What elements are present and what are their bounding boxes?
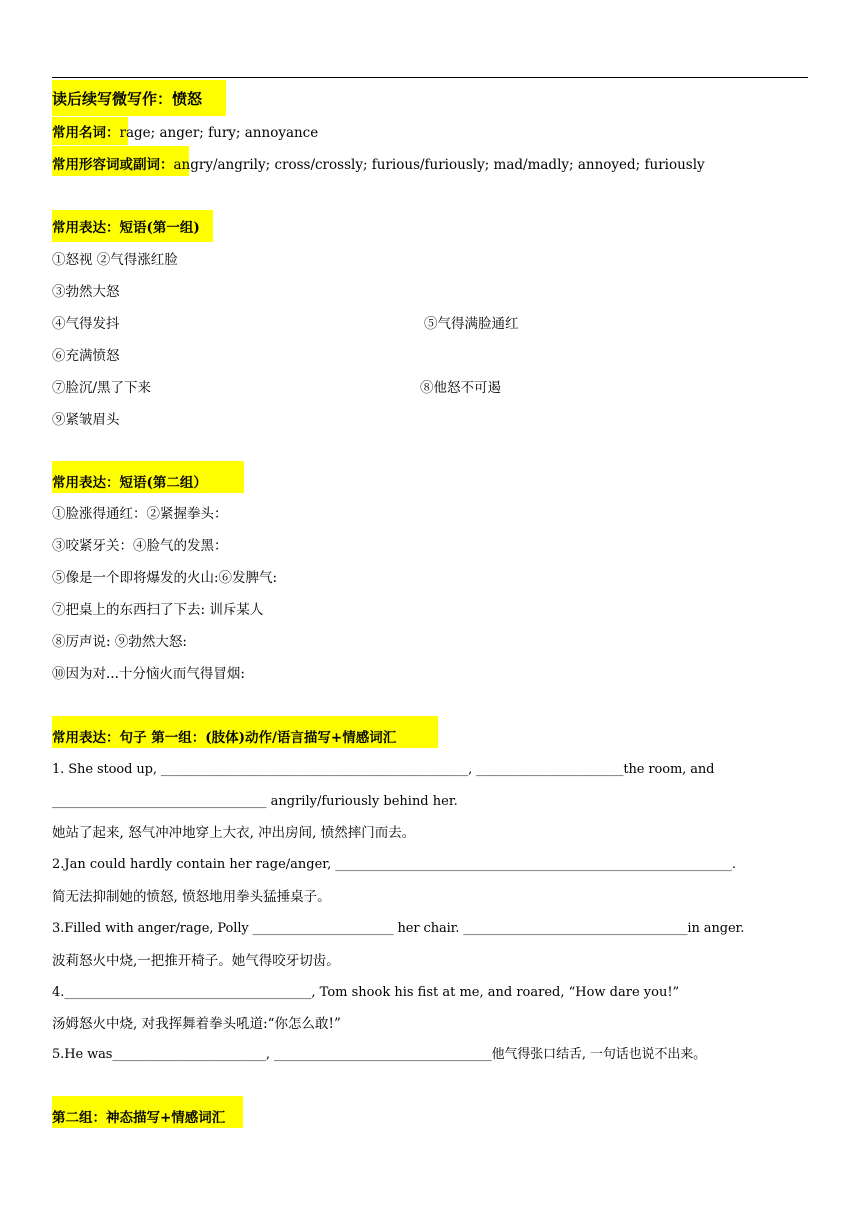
group1-line-6: ⑨紧皱眉头 [52,412,120,428]
adjs-line [52,156,705,174]
sentence-3a: 3.Filled with anger/rage, Polly ______________________ her chair. ___________________________________in anger. [52,921,745,936]
sentence-4a: 4.______________________________________, Tom shook his fist at me, and roared, “How dare you!” [52,985,680,1000]
group1-heading: 常用表达：短语(第一组) [52,220,200,236]
nouns-label: 常用名词： [52,125,120,141]
group2-line-2: ③咬紧牙关：④脸气的发黑： [52,538,228,554]
group3-heading: 第二组：神态描写+情感词汇 [52,1110,226,1126]
sentence-3-translation: 波莉怒火中烧,一把推开椅子。她气得咬牙切齿。 [52,953,340,969]
sentence-2a: 2.Jan could hardly contain her rage/anger, _____________________________________________________________. [52,857,736,872]
sentence-4-translation: 汤姆怒火中烧, 对我挥舞着拳头吼道:“你怎么敢!” [52,1016,341,1032]
adjs-text: angry/angrily; cross/crossly; furious/furiously; mad/madly; annoyed; furiously [173,157,705,173]
group1-line-1: ①怒视 ②气得涨红脸 [52,252,178,268]
group1-line-3b: ⑤气得满脸通红 [424,316,519,332]
group1-line-5b: ⑧他怒不可遏 [420,380,501,396]
group2-line-1: ①脸涨得通红：②紧握拳头： [52,506,228,522]
adjs-label: 常用形容词或副词： [52,157,174,173]
group2-line-3: ⑤像是一个即将爆发的火山:⑥发脾气: [52,570,278,586]
sentence-2-translation: 简无法抑制她的愤怒, 愤怒地用拳头猛捶桌子。 [52,889,331,905]
sentence-1b: _________________________________ angrily/furiously behind her. [52,794,458,809]
sentences-heading: 常用表达：句子 第一组：(肢体)动作/语言描写+情感词汇 [52,730,397,746]
group2-line-4: ⑦把桌上的东西扫了下去: 训斥某人 [52,602,264,618]
group2-line-6: ⑩因为对...十分恼火而气得冒烟: [52,666,245,682]
sentence-1a: 1. She stood up, ________________________________________________, _______________________the room, and [52,762,715,777]
sentence-5a: 5.He was________________________, __________________________________他气得张口结舌, 一句话也说不出来。 [52,1047,707,1062]
page-title: 读后续写微写作：愤怒 [52,90,203,108]
group1-line-3a: ④气得发抖 [52,316,120,332]
group1-line-4: ⑥充满愤怒 [52,348,120,364]
group2-line-5: ⑧厉声说: ⑨勃然大怒: [52,634,187,650]
group1-line-5a: ⑦脸沉/黑了下来 [52,380,152,396]
nouns-line [52,124,318,142]
sentence-1-translation: 她站了起来, 怒气冲冲地穿上大衣, 冲出房间, 愤然摔门而去。 [52,825,416,841]
top-rule [52,77,808,78]
group2-heading: 常用表达：短语(第二组） [52,475,207,491]
nouns-text: rage; anger; fury; annoyance [119,125,319,141]
group1-line-2: ③勃然大怒 [52,284,120,300]
